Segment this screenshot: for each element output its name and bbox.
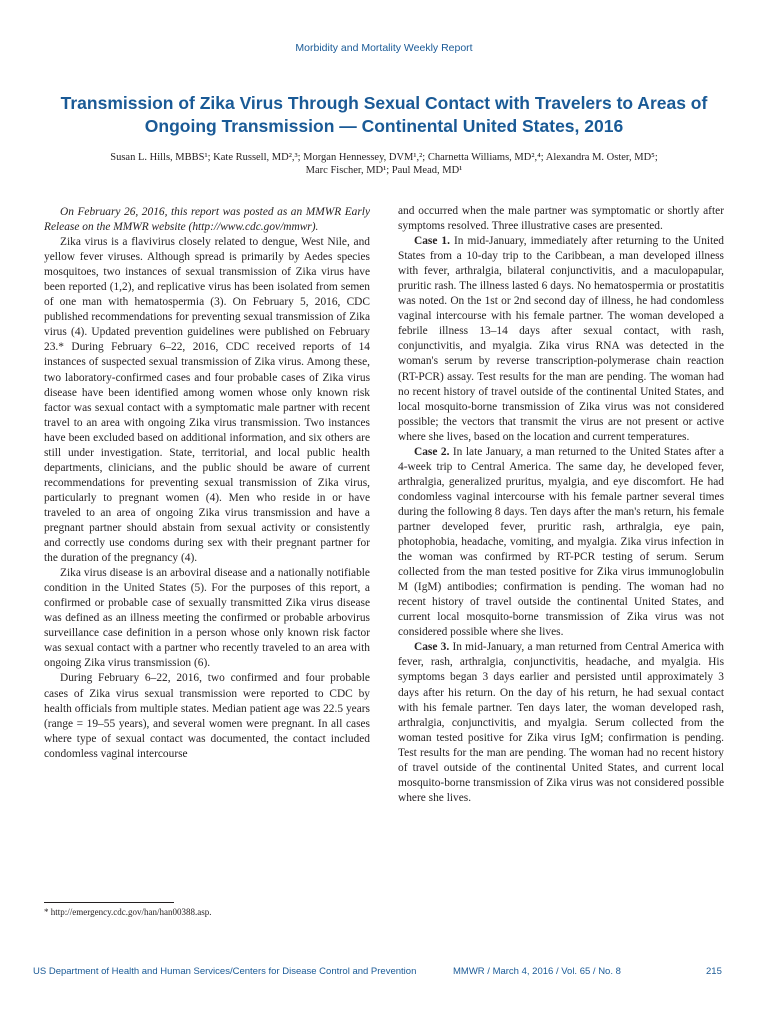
early-release-note: On February 26, 2016, this report was posted as an MMWR Early Release on the MMWR website (http://www.cdc.gov/mmwr). xyxy=(44,206,370,234)
right-column xyxy=(398,204,724,806)
case-3-paragraph xyxy=(398,640,724,806)
case-1-text: In mid-January, immediately after returning to the United States from a 10-day trip to the Caribbean, a man developed illness with fever, arthralgia, bilateral conjunctivitis, and a maculopapular, pruritic rash. The illness lasted 6 days. No hematospermia or prostatitis was noted. On the 1st or 2nd second day of illness, he had condomless vaginal intercourse with his female partner. The woman developed a febrile illness 13–14 days after sexual contact, with rash, conjunctivitis, and myalgia. Zika virus RNA was detected in the woman's serum by reverse transcription-polymerase chain reaction (RT-PCR) assay. Test results for the man are pending. The woman had no recent history of travel outside of the continental United States, and local mosquito-borne transmission of Zika virus was not considered possible; the vectors that transmit the virus are not present or active where she lives, based on the location and current temperatures. xyxy=(398,235,725,443)
article-title: Transmission of Zika Virus Through Sexual Contact with Travelers to Areas of Ongoing Transmission — Continental United States, 2016 xyxy=(60,93,708,136)
author-list xyxy=(80,151,688,177)
case-2-paragraph xyxy=(398,445,724,641)
case-1-label: Case 1. xyxy=(414,235,450,248)
author-line-1: Susan L. Hills, MBBS¹; Kate Russell, MD²,³; Morgan Hennessey, DVM¹,²; Charnetta Williams, MD²,⁴; Alexandra M. Oster, MD⁵; xyxy=(110,152,658,163)
footnote-divider xyxy=(44,902,174,903)
left-column xyxy=(44,205,370,762)
page-number: 215 xyxy=(706,966,722,977)
case-3-label: Case 3. xyxy=(414,641,450,654)
cases-summary-paragraph: During February 6–22, 2016, two confirmed and four probable cases of Zika virus sexual transmission were reported to CDC by health officials from multiple states. Median patient age was 22.5 years (range = 19–55 years), and several women were pregnant. In all cases where type of sexual contact was documented, the contact included condomless vaginal intercourse xyxy=(44,672,370,760)
journal-header: Morbidity and Mortality Weekly Report xyxy=(295,42,473,54)
continuation-paragraph: and occurred when the male partner was symptomatic or shortly after symptoms resolved. Three illustrative cases are presented. xyxy=(398,205,724,233)
footer-publisher: US Department of Health and Human Services/Centers for Disease Control and Prevention xyxy=(33,966,417,977)
case-2-label: Case 2. xyxy=(414,445,450,458)
case-1-paragraph xyxy=(398,234,724,445)
intro-paragraph: Zika virus is a flavivirus closely related to dengue, West Nile, and yellow fever viruses. Although spread is primarily by Aedes species mosquitoes, two instances of sexual transmission of Zika virus have been reported (1,2), and replicative virus has been isolated from semen of one man with hematospermia (3). On February 5, 2016, CDC published recommendations for preventing sexual transmission of Zika virus (4). Updated prevention guidelines were published on February 23.* During February 6–22, 2016, CDC received reports of 14 instances of suspected sexual transmission of Zika virus. Among these, two laboratory-confirmed cases and four probable cases of Zika virus disease have been identified among women whose only known risk factor was sexual contact with a symptomatic male partner with recent travel to an area with ongoing Zika virus transmission. Two instances have been excluded based on additional information, and six others are still under investigation. State, territorial, and local public health departments, clinicians, and the public should be aware of current recommendations for preventing sexual transmission of Zika virus, particularly to pregnant women (4). Men who reside in or have traveled to an area of ongoing Zika virus transmission and have a pregnant partner should abstain from sexual activity or consistently and correctly use condoms during sex with their pregnant partner for the duration of the pregnancy (4). xyxy=(44,236,370,565)
definition-paragraph: Zika virus disease is an arboviral disease and a nationally notifiable condition in the United States (5). For the purposes of this report, a confirmed or probable case of sexually transmitted Zika virus disease was defined as an illness meeting the confirmed or probable arbovirus surveillance case definition in a person whose only known risk factor was sexual contact with a partner who recently traveled to an area with ongoing Zika virus transmission (6). xyxy=(44,567,370,670)
case-3-text: In mid-January, a man returned from Central America with fever, rash, arthralgia, conjunctivitis, headache, and myalgia. His symptoms began 3 days earlier and persisted until approximately 3 days after his return. On the day of his return, he had sexual contact with his female partner. Ten days later, the woman developed rash, arthralgia, conjunctivitis, and myalgia. Serum collected from the woman tested positive for Zika virus IgM; confirmation is pending. Test results for the man are pending. The woman had no recent history of travel outside of the continental United States, and current local mosquito-borne transmission of Zika virus was not considered possible where she lives. xyxy=(398,641,724,804)
author-line-2: Marc Fischer, MD¹; Paul Mead, MD¹ xyxy=(305,165,463,176)
footnote: * http://emergency.cdc.gov/han/han00388.asp. xyxy=(44,907,212,917)
case-2-text: In late January, a man returned to the United States after a 4-week trip to Central America. The same day, he developed fever, arthralgia, generalized pruritus, myalgia, and eye discomfort. He had condomless vaginal intercourse with his female partner several times during the following 8 days. Ten days after the man's return, his female partner developed fever, pruritic rash, arthralgia, eye pain, photophobia, headache, vomiting, and myalgia. Zika virus infection in the woman was confirmed by RT-PCR testing of serum. Serum collected from the man tested positive for Zika virus immunoglobulin M (IgM) antibodies; confirmation is pending. The woman had no recent history of travel outside the continental United States, and current local mosquito-borne transmission of Zika virus was not considered possible where she lives. xyxy=(398,445,724,639)
footer-issue: MMWR / March 4, 2016 / Vol. 65 / No. 8 xyxy=(453,966,621,977)
